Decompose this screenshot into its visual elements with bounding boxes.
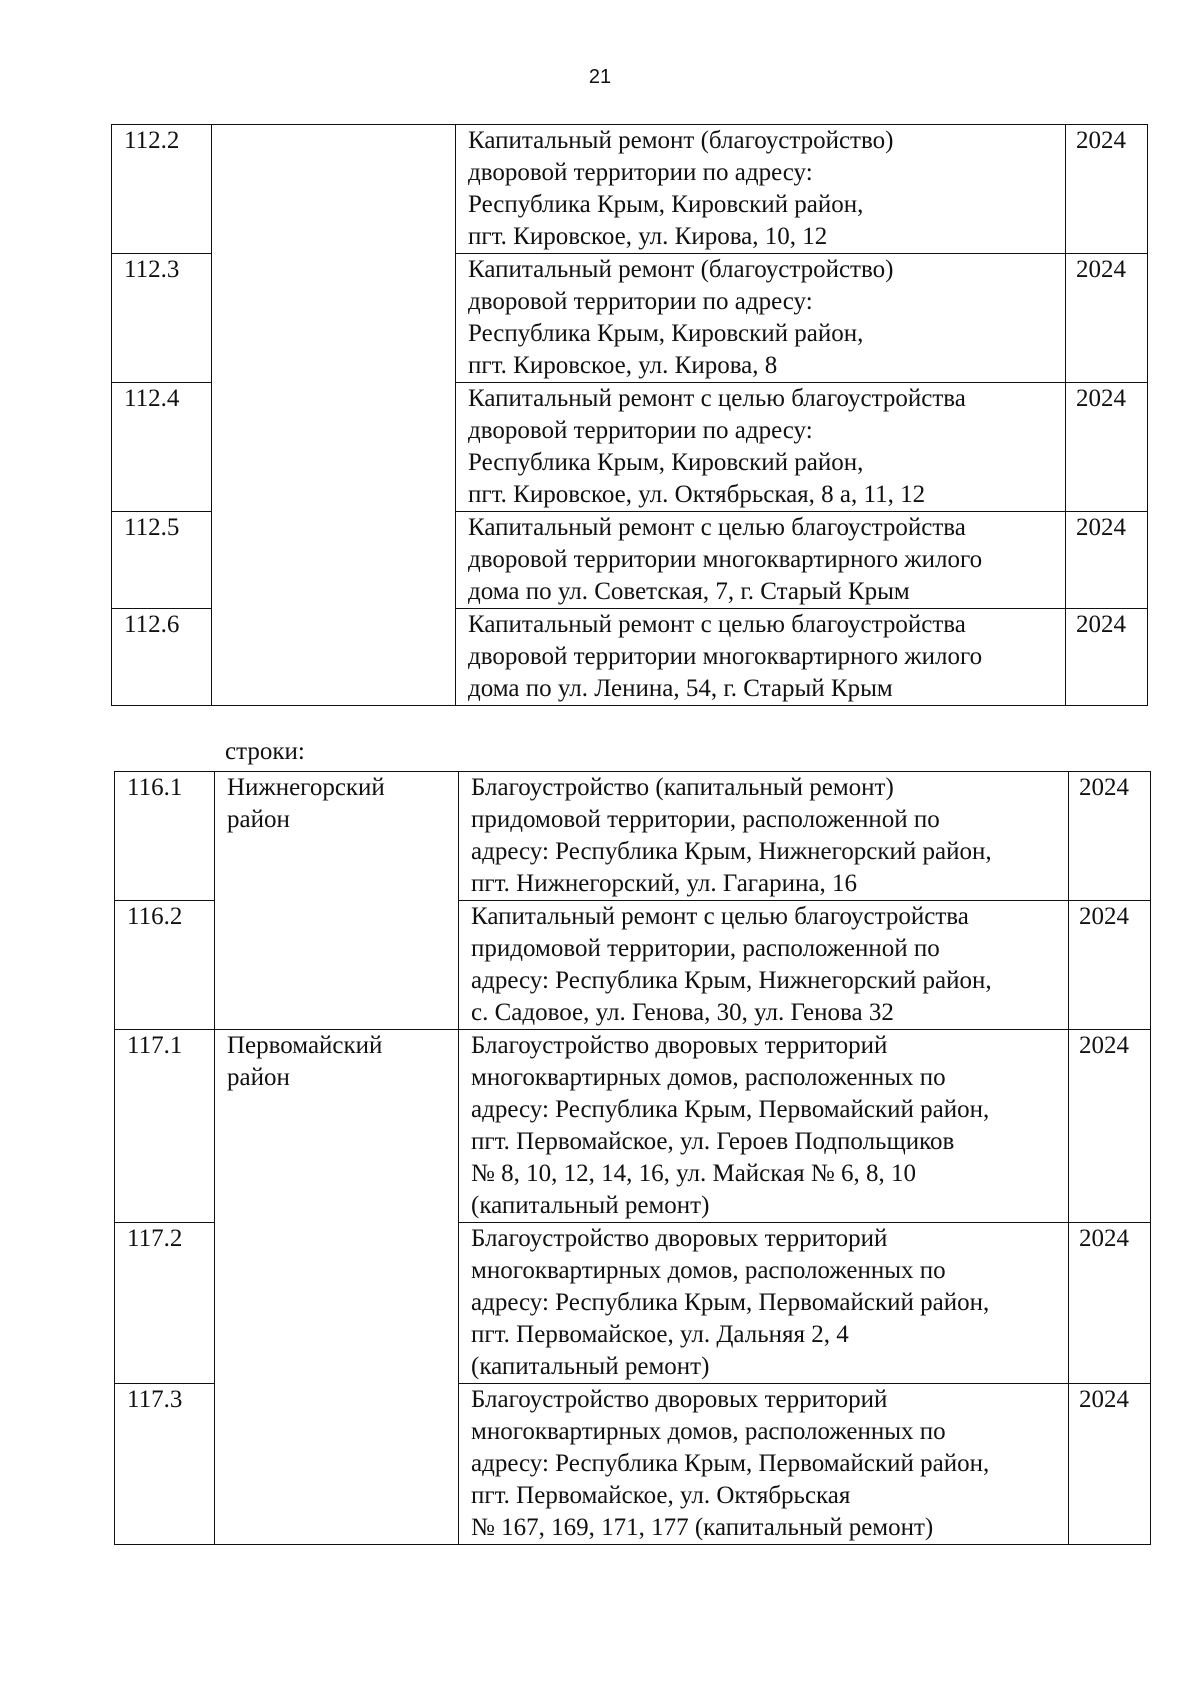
table-row <box>115 1030 1151 1223</box>
object-description: Капитальный ремонт с целью благоустройства дворовой территории по адресу: Республика Крым, Кировский район, пгт. Кировское, ул. Октябрьская, 8 а, 11, 12 <box>456 383 1066 512</box>
year-cell: 2024 <box>1066 125 1148 254</box>
row-number: 117.2 <box>115 1223 215 1384</box>
object-table-new-rows <box>114 771 1151 1545</box>
row-number: 116.1 <box>115 772 215 901</box>
district-cell: Нижнегорский район <box>215 772 459 1030</box>
object-description: Капитальный ремонт с целью благоустройства дворовой территории многоквартирного жилого дома по ул. Советская, 7, г. Старый Крым <box>456 512 1066 609</box>
row-number: 112.6 <box>112 609 212 706</box>
row-number: 117.1 <box>115 1030 215 1223</box>
year-cell: 2024 <box>1069 1384 1151 1545</box>
row-number: 112.3 <box>112 254 212 383</box>
object-description: Капитальный ремонт (благоустройство) дворовой территории по адресу: Республика Крым, Кировский район, пгт. Кировское, ул. Кирова, 10, 12 <box>456 125 1066 254</box>
table-row <box>112 125 1148 254</box>
year-cell: 2024 <box>1069 1223 1151 1384</box>
object-description: Благоустройство дворовых территорий многоквартирных домов, расположенных по адресу: Республика Крым, Первомайский район, пгт. Первомайское, ул. Дальняя 2, 4 (капитальный ремонт) <box>459 1223 1069 1384</box>
year-cell: 2024 <box>1069 772 1151 901</box>
year-cell: 2024 <box>1066 512 1148 609</box>
year-cell: 2024 <box>1069 1030 1151 1223</box>
rows-caption: строки: <box>225 738 305 765</box>
district-cell: Первомайский район <box>215 1030 459 1545</box>
year-cell: 2024 <box>1066 254 1148 383</box>
object-description: Благоустройство дворовых территорий многоквартирных домов, расположенных по адресу: Республика Крым, Первомайский район, пгт. Первомайское, ул. Октябрьская № 167, 169, 171, 177 (капитальный ремонт) <box>459 1384 1069 1545</box>
page-number: 21 <box>588 66 612 88</box>
table-row <box>115 772 1151 901</box>
object-description: Капитальный ремонт (благоустройство) дворовой территории по адресу: Республика Крым, Кировский район, пгт. Кировское, ул. Кирова, 8 <box>456 254 1066 383</box>
object-description: Благоустройство дворовых территорий многоквартирных домов, расположенных по адресу: Республика Крым, Первомайский район, пгт. Первомайское, ул. Героев Подпольщиков № 8, 10, 12, 14, 16, ул. Майская № 6, 8, 10 (капитальный ремонт) <box>459 1030 1069 1223</box>
object-table-continued <box>111 124 1148 706</box>
row-number: 116.2 <box>115 901 215 1030</box>
object-description: Капитальный ремонт с целью благоустройства дворовой территории многоквартирного жилого дома по ул. Ленина, 54, г. Старый Крым <box>456 609 1066 706</box>
row-number: 112.4 <box>112 383 212 512</box>
year-cell: 2024 <box>1066 383 1148 512</box>
row-number: 112.5 <box>112 512 212 609</box>
row-number: 112.2 <box>112 125 212 254</box>
object-description: Капитальный ремонт с целью благоустройства придомовой территории, расположенной по адресу: Республика Крым, Нижнегорский район, с. Садовое, ул. Генова, 30, ул. Генова 32 <box>459 901 1069 1030</box>
object-description: Благоустройство (капитальный ремонт) придомовой территории, расположенной по адресу: Республика Крым, Нижнегорский район, пгт. Нижнегорский, ул. Гагарина, 16 <box>459 772 1069 901</box>
district-cell <box>212 125 456 706</box>
year-cell: 2024 <box>1069 901 1151 1030</box>
year-cell: 2024 <box>1066 609 1148 706</box>
row-number: 117.3 <box>115 1384 215 1545</box>
